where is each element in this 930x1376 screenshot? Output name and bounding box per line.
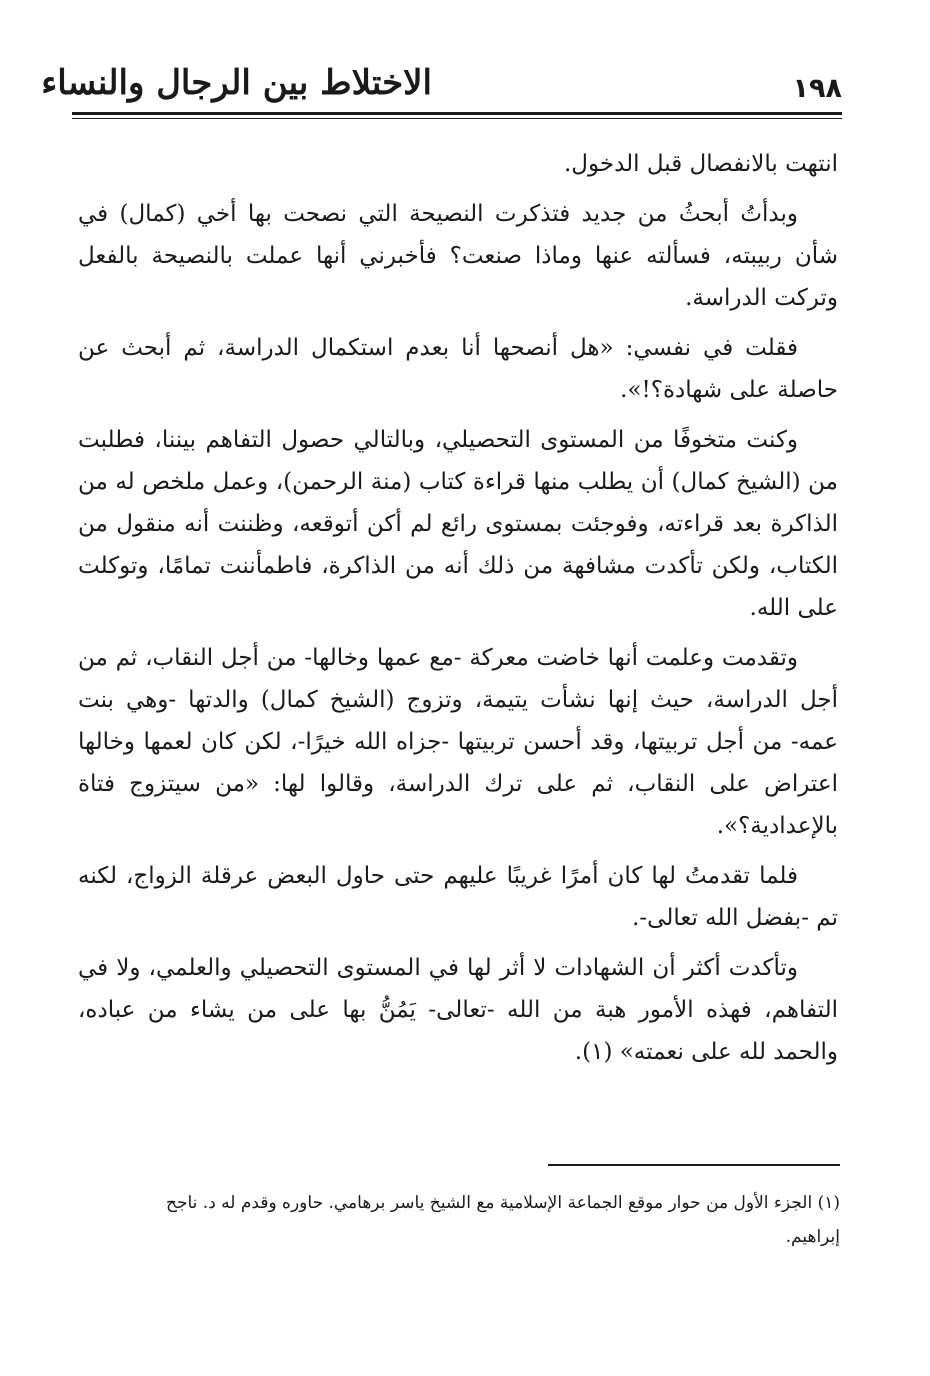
- paragraph-6: فلما تقدمتُ لها كان أمرًا غريبًا عليهم حتى حاول البعض عرقلة الزواج، لكنه تم -بفضل الله تعالى-.: [78, 863, 838, 931]
- header-rule: [72, 112, 842, 115]
- paragraph-3: فقلت في نفسي: «هل أنصحها أنا بعدم استكمال الدراسة، ثم أبحث عن حاصلة على شهادة؟!».: [78, 335, 838, 403]
- page-number: ١٩٨: [792, 73, 842, 104]
- footnote: (١) الجزء الأول من حوار موقع الجماعة الإسلامية مع الشيخ ياسر برهامي. حاوره وقدم له د. ناجح إبراهيم.: [166, 1193, 840, 1247]
- paragraph-5: وتقدمت وعلمت أنها خاضت معركة -مع عمها وخالها- من أجل النقاب، ثم من أجل الدراسة، حيث إنها نشأت يتيمة، وتزوج (الشيخ كمال) والدتها -وهي بنت عمه- من أجل تربيتها، وقد أحسن تربيتها -جزاه الله خيرًا-، لكن كان لعمها وخالها اعتراض على النقاب، ثم على ترك الدراسة، وقالوا لها: «من سيتزوج فتاة بالإعدادية؟».: [78, 645, 838, 839]
- paragraph-7: وتأكدت أكثر أن الشهادات لا أثر لها في المستوى التحصيلي والعلمي، ولا في التفاهم، فهذه الأمور هبة من الله -تعالى- يَمُنُّ بها على من يشاء من عباده، والحمد لله على نعمته» (١).: [78, 955, 838, 1065]
- footnote-rule: [548, 1164, 840, 1166]
- paragraph-1: انتهت بالانفصال قبل الدخول.: [563, 151, 838, 177]
- paragraph-4: وكنت متخوفًا من المستوى التحصيلي، وبالتالي حصول التفاهم بيننا، فطلبت من (الشيخ كمال) أن يطلب منها قراءة كتاب (منة الرحمن)، وعمل ملخص له من الذاكرة بعد قراءته، وفوجئت بمستوى رائع لم أكن أتوقعه، وظننت أنه منقول من الكتاب، ولكن تأكدت مشافهة من ذلك أنه من الذاكرة، فاطمأننت تمامًا، وتوكلت على الله.: [78, 427, 838, 621]
- paragraph-2: وبدأتُ أبحثُ من جديد فتذكرت النصيحة التي نصحت بها أخي (كمال) في شأن ربيبته، فسألته عنها وماذا صنعت؟ فأخبرني أنها عملت بالنصيحة بالفعل وتركت الدراسة.: [78, 201, 838, 311]
- header-rule-thin: [72, 118, 842, 119]
- page-header: [41, 55, 842, 123]
- body-text: [78, 143, 838, 1081]
- running-title: الاختلاط بين الرجال والنساء: [41, 63, 432, 103]
